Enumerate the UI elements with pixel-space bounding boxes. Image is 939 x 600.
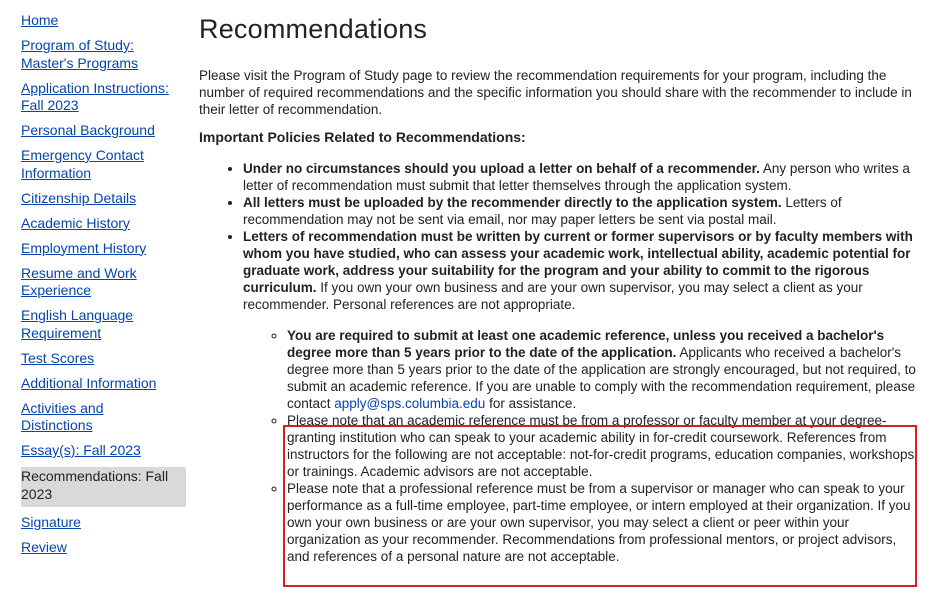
sidebar-item-test-scores[interactable]: Test Scores — [21, 349, 95, 366]
sidebar-item-citizenship-details[interactable]: Citizenship Details — [21, 189, 137, 206]
sub-policies-list — [243, 327, 919, 565]
policy-item: • Letters of recommendation must be written by current or former supervisors or by faculty members with whom you have studied, who can assess your academic work, intellectual ability, academic potential for graduate work, address your suitability for the program and your ability to commit to the rigorous curriculum. If you own your own business and are your own supervisor, you may select a client as your recommender. Personal references are not appropriate. ◦ You are required to submit at least one academic reference, unless you received a bachelor's degree more than 5 years prior to the date of the application. Applicants who received a bachelor's degree more than 5 years prior to the date of the application are strongly encouraged, but not required, to submit an academic reference. If you are unable to comply with the recommendation requirement, please contact apply@sps.columbia.edu for assistance. ◦ Please note that an academic reference must be from a professor or faculty member at your degree-granting institution who can speak to your academic ability in for-credit coursework. References from instructors for the following are not acceptable: not-for-credit programs, education companies, workshops, or trainings. Academic advisors are not acceptable. ◦ Please note that a professional reference must be from a supervisor or manager who can speak to your performance as a full-time employee, part-time employee, or intern employed at their organization. If you own your own business or are your own supervisor, you may select a client or peer within your organization as your recommender. Recommendations from professional mentors, or project advisors, and references of a personal nature are not acceptable. — [243, 228, 919, 565]
page-title: Recommendations — [199, 14, 428, 44]
policy-item: • All letters must be uploaded by the recommender directly to the application system. Letters of recommendation may not be sent via email, nor may paper letters be sent via postal mail. — [243, 194, 919, 228]
policies-heading: Important Policies Related to Recommendations: — [199, 129, 526, 145]
intro-paragraph: Please visit the Program of Study page to review the recommendation requirements for your program, including the number of required recommendations and the specific information you should share with the recommender to include in their letter of recommendation. — [199, 68, 912, 117]
sidebar-item-academic-history[interactable]: Academic History — [21, 214, 130, 231]
sub-policy-item: ◦ You are required to submit at least one academic reference, unless you received a bachelor's degree more than 5 years prior to the date of the application. Applicants who received a bachelor's degree more than 5 years prior to the date of the application are strongly encouraged, but not required, to submit an academic reference. If you are unable to comply with the recommendation requirement, please contact apply@sps.columbia.edu for assistance. — [287, 327, 919, 412]
sidebar-item-resume-work-experience[interactable]: Resume and Work Experience — [21, 264, 137, 298]
sidebar-item-personal-background[interactable]: Personal Background — [21, 122, 155, 138]
sidebar-item-review[interactable]: Review — [21, 539, 67, 555]
sub-policy-item: ◦ Please note that an academic reference must be from a professor or faculty member at your degree-granting institution who can speak to your academic ability in for-credit coursework. References from instructors for the following are not acceptable: not-for-credit programs, education companies, workshops, or trainings. Academic advisors are not acceptable. — [287, 412, 919, 480]
sidebar-item-emergency-contact[interactable]: Emergency Contact Information — [21, 147, 144, 181]
sidebar-item-activities-distinctions[interactable]: Activities and Distinctions — [21, 399, 104, 433]
sidebar-item-application-instructions[interactable]: Application Instructions: Fall 2023 — [21, 79, 169, 113]
sidebar-item-english-language[interactable]: English Language Requirement — [21, 307, 134, 341]
sidebar-item-signature[interactable]: Signature — [21, 514, 81, 530]
sidebar-item-additional-information[interactable]: Additional Information — [21, 374, 157, 391]
policies-list — [199, 160, 919, 565]
sidebar-item-program-of-study[interactable]: Program of Study: Master's Programs — [21, 37, 139, 71]
main-content — [199, 14, 919, 565]
sidebar-item-employment-history[interactable]: Employment History — [21, 239, 147, 256]
sidebar-nav — [21, 12, 186, 564]
sidebar-item-home[interactable]: Home — [21, 12, 59, 28]
sub-policy-item: ◦ Please note that a professional reference must be from a supervisor or manager who can speak to your performance as a full-time employee, part-time employee, or intern employed at their organization. If you own your own business or are your own supervisor, you may select a client or peer within your organization as your recommender. Recommendations from professional mentors, or project advisors, and references of a personal nature are not acceptable. — [287, 480, 919, 565]
email-link[interactable]: apply@sps.columbia.edu — [334, 396, 486, 411]
sidebar-item-essays[interactable]: Essay(s): Fall 2023 — [21, 442, 141, 458]
policy-item: • Under no circumstances should you upload a letter on behalf of a recommender. Any person who writes a letter of recommendation must submit that letter themselves through the application system. — [243, 160, 919, 194]
sidebar-item-recommendations[interactable]: Recommendations: Fall 2023 — [21, 467, 186, 507]
